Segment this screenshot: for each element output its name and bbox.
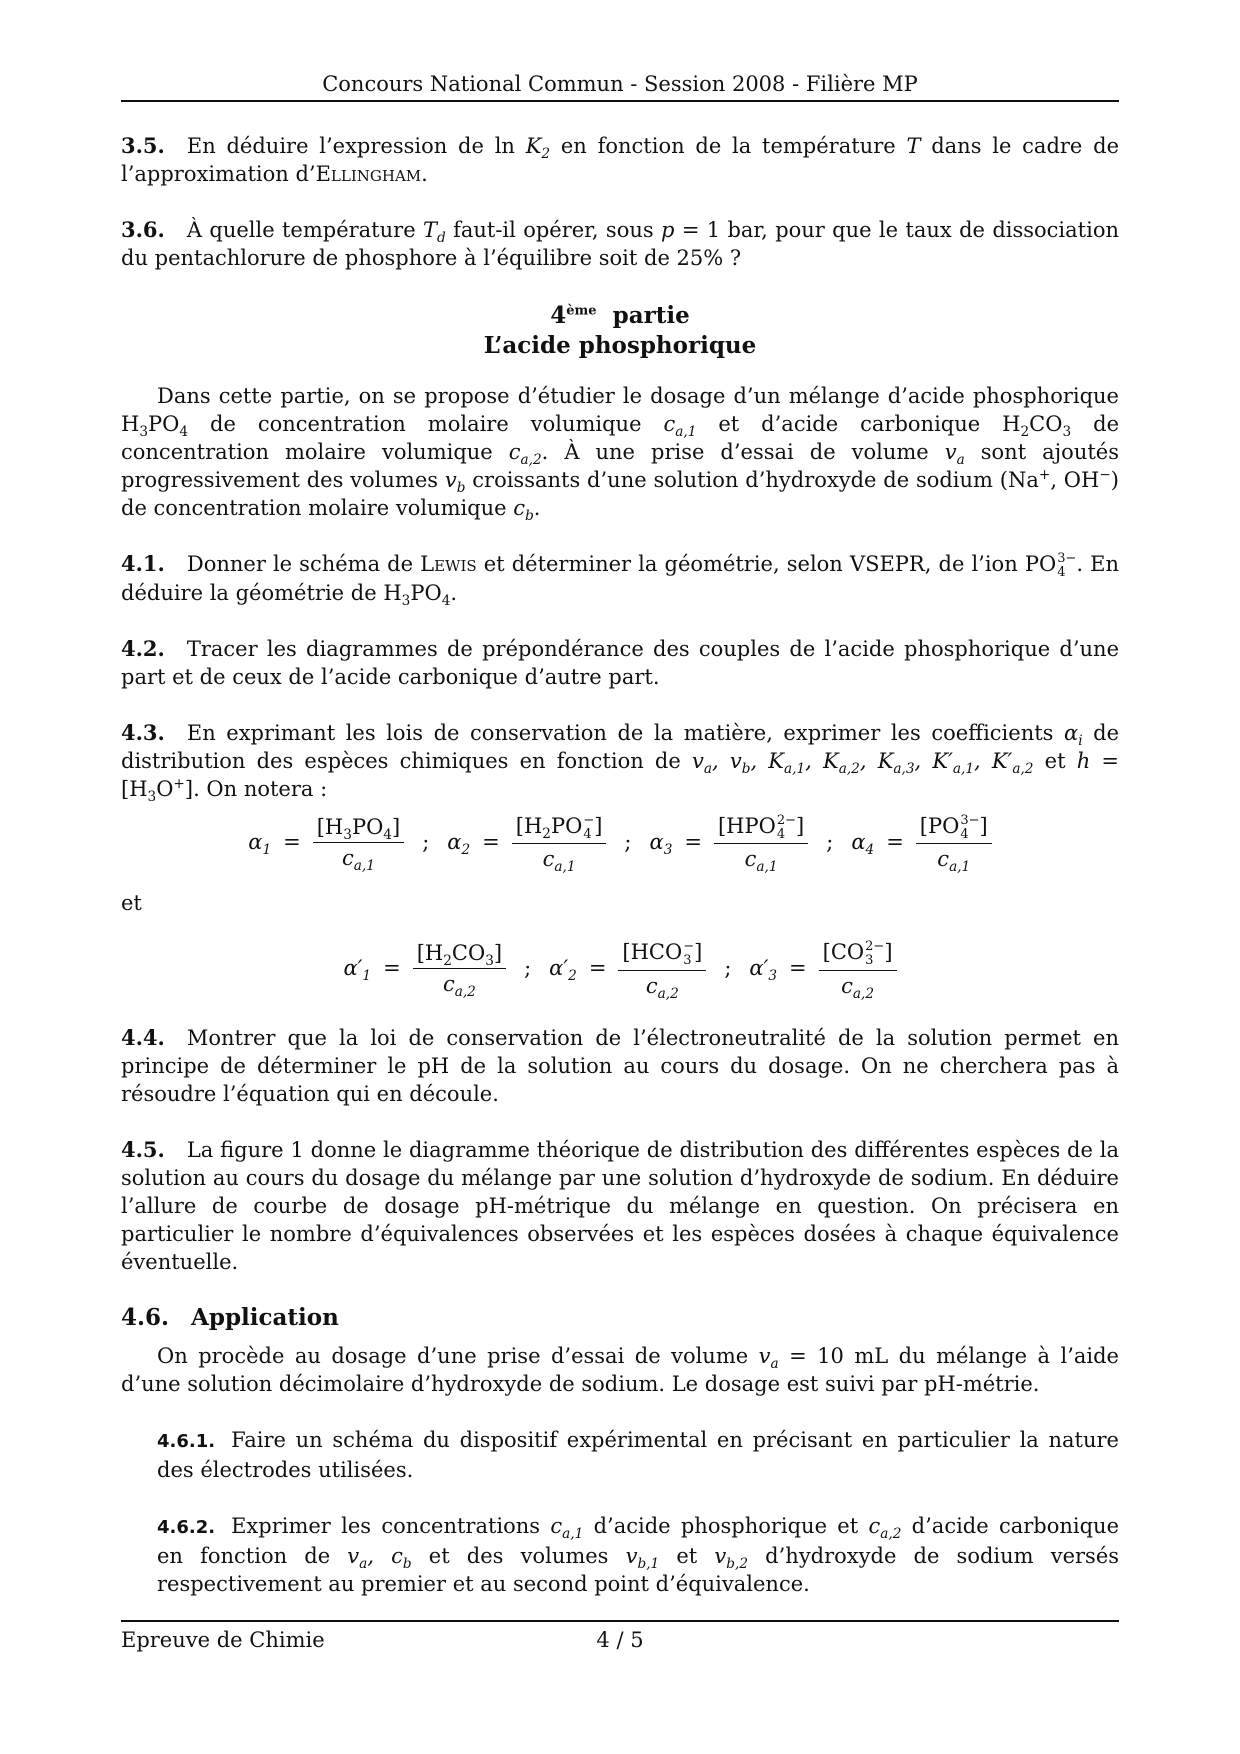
math-td: $T_d$ <box>422 218 446 247</box>
question-3-6: 3.6. À quelle température $T_d$ faut-il opérer, sous p = 1 bar, pour que le taux de dissociation du pentachlorure de phosphore à l’équilibre soit de 25% ? <box>121 217 1119 270</box>
intro-paragraph: Dans cette partie, on se propose d’étudier le dosage d’un mélange d’acide phosphorique $H_3PO_4$ de concentration molaire volumique $c_{a,1}$ et d’acide carbonique $H_2CO_3$ de concentration molaire volumique $c_{a,2}$. À une prise d’essai de volume $v_a$ sont ajoutés progressivement des volumes $v_b$ croissants d’une solution d’hydroxyde de sodium (Na+, OH−) de concentration molaire volumique $c_b$. <box>121 384 1119 525</box>
question-4-1: 4.1. Donner le schéma de Lewis et déterminer la géométrie, selon VSEPR, de l’ion PO 3− 4 . En déduire la géométrie de $H_3PO_4$. <box>121 550 1119 610</box>
question-4-6-1: 4.6.1. Faire un schéma du dispositif expérimental en précisant en particulier la nature des électrodes utilisées. <box>157 1427 1119 1482</box>
question-number: 4.6.2. <box>157 1516 216 1538</box>
question-number: 4.1. <box>121 551 165 576</box>
question-4-2: 4.2. Tracer les diagrammes de prépondérance des couples de l’acide phosphorique d’une part et de ceux de l’acide carbonique d’autre part. <box>121 636 1119 690</box>
question-4-3: 4.3. En exprimant les lois de conservation de la matière, exprimer les coefficients $\alpha_i$ de distribution des espèces chimiques en fonction de $v_a$, $v_b$, $K_{a,1}$, $K_{a,2}$, $K_{a,3}$, $K'_{a,1}$, $K'_{a,2}$ et $h = [H_3O^+]$. On notera : <box>121 720 1120 806</box>
part-title: 4ème partie <box>550 302 690 329</box>
question-number: 4.6. <box>121 1303 170 1331</box>
question-number: 4.2. <box>121 636 165 662</box>
application-paragraph: On procède au dosage d’une prise d’essai de volume $v_a = 10$ mL du mélange à l’aide d’une solution décimolaire d’hydroxyde de sodium. Le dosage est suivi par pH-métrie. <box>121 1343 1119 1396</box>
question-4-5: 4.5. La figure 1 donne le diagramme théorique de distribution des différentes espèces de la solution au cours du dosage du mélange par une solution d’hydroxyde de sodium. En déduire l’allure de courbe de dosage pH-métrique du mélange en question. On précisera en particulier le nombre d’équivalences observées et les espèces dosées à chaque équivalence éventuelle. <box>121 1136 1119 1274</box>
question-number: 3.6. <box>121 217 165 242</box>
section-application: 4.6. Application <box>121 1303 339 1331</box>
question-number: 4.3. <box>121 720 165 746</box>
page-footer <box>121 1620 1119 1652</box>
math-t: T <box>906 134 921 158</box>
author-name: Lewis <box>420 552 477 576</box>
page-header: Concours National Commun - Session 2008 - Filière MP <box>121 72 1119 102</box>
question-number: 4.4. <box>121 1024 165 1050</box>
question-4-4: 4.4. Montrer que la loi de conservation de l’électroneutralité de la solution permet en principe de déterminer le pH de la solution au cours du dosage. On ne cherchera pas à résoudre l’équation qui en découle. <box>121 1024 1119 1106</box>
question-number: 4.6.1. <box>157 1430 216 1452</box>
conjunction-et: et <box>121 891 142 916</box>
equation-alpha-prime: $\alpha'_1$ = $\frac{[H_2CO_3]}{c_{a,2}}$ ; $\alpha'_2$ = [HCO − 3 ] $c_{a,2}$ ; $\alpha'_3$ = [CO 2− 3 ] $c_{a,2}$ <box>121 939 1119 997</box>
question-number: 3.5. <box>121 133 165 158</box>
question-4-6-2: 4.6.2. Exprimer les concentrations $c_{a,1}$ d’acide phosphorique et $c_{a,2}$ d’acide carbonique en fonction de $v_a$, $c_b$ et des volumes $v_{b,1}$ et $v_{b,2}$ d’hydroxyde de sodium versés respectivement au premier et au second point d’équivalence. <box>157 1513 1120 1596</box>
question-3-5: 3.5. En déduire l’expression de $\ln K_2$ en fonction de la température T dans le cadre de l’approximation d’Ellingham. <box>121 133 1119 186</box>
author-name: Ellingham <box>315 162 422 186</box>
math-k2: $K_2$ <box>525 134 551 163</box>
part-subtitle: L’acide phosphorique <box>483 332 757 359</box>
page-content <box>121 132 1119 1626</box>
equation-alpha: $\alpha_1$ = $\frac{[H_3PO_4]}{c_{a,1}}$ ; $\alpha_2$ = [$H_2PO$ − 4 ] $c_{a,1}$ ; $\alpha_3$ = [HPO 2− 4 ] $c_{a,1}$ ; $\alpha_4$ = [PO 3− 4 ] $c_{a,1}$ <box>121 813 1119 871</box>
math-p: p <box>661 218 675 242</box>
footer-exam-name: Epreuve de Chimie <box>121 1628 325 1652</box>
question-number: 4.5. <box>121 1136 165 1162</box>
page-number: 4 / 5 <box>596 1628 644 1652</box>
